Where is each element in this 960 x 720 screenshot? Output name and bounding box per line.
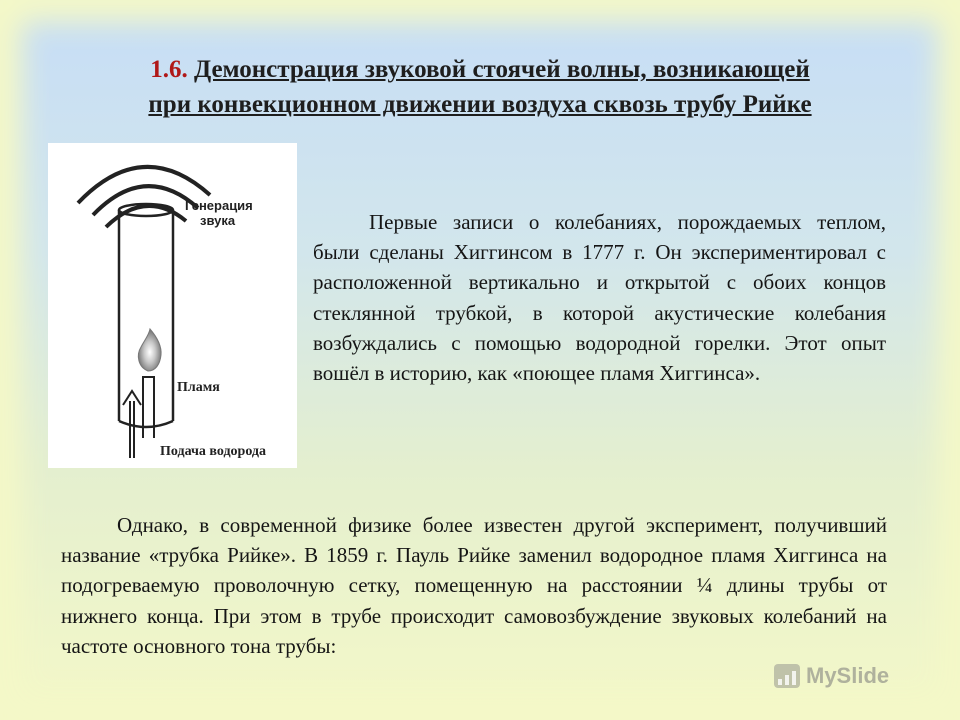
label-sound-line2: звука bbox=[200, 213, 236, 228]
tube-diagram bbox=[48, 143, 297, 468]
hydrogen-arrow-head bbox=[123, 391, 141, 405]
tube-bottom-rim bbox=[119, 421, 173, 427]
title-number: 1.6. bbox=[150, 56, 188, 83]
label-sound-line1: Генерация bbox=[185, 198, 253, 213]
paragraph-rijke: Однако, в современной физике более известен другой эксперимент, получивший название «трубка Рийке». В 1859 г. Пауль Рийке заменил водородное пламя Хиггинса на подогреваемую проволочную сетку, помещенную на расстоянии ¼ длины трубы от нижнего конца. При этом в трубе происходит самовозбуждение звуковых колебаний на частоте основного тона трубы: bbox=[61, 513, 887, 658]
slide-title bbox=[40, 52, 920, 122]
chart-logo-icon bbox=[774, 664, 800, 688]
title-line-2: при конвекционном движении воздуха сквозь трубу Рийке bbox=[148, 91, 812, 118]
title-line-1: Демонстрация звуковой стоячей волны, возникающей bbox=[193, 56, 810, 83]
label-hydrogen: Подача водорода bbox=[160, 444, 267, 459]
rijke-tube-figure bbox=[48, 143, 297, 468]
watermark bbox=[774, 660, 934, 692]
watermark-text: MySlide bbox=[806, 663, 890, 688]
sound-wave-middle bbox=[93, 186, 198, 215]
label-flame: Пламя bbox=[177, 380, 220, 395]
flame-icon bbox=[138, 329, 161, 371]
paragraph-higgins: Первые записи о колебаниях, порождаемых теплом, были сделаны Хиггинсом в 1777 г. Он экспериментировал с расположенной вертикально и открытой с обоих концов стеклянной трубкой, в которой акустические колебания возбуждались с помощью водородной горелки. Этот опыт вошёл в историю, как «поющее пламя Хиггинса». bbox=[313, 210, 886, 386]
